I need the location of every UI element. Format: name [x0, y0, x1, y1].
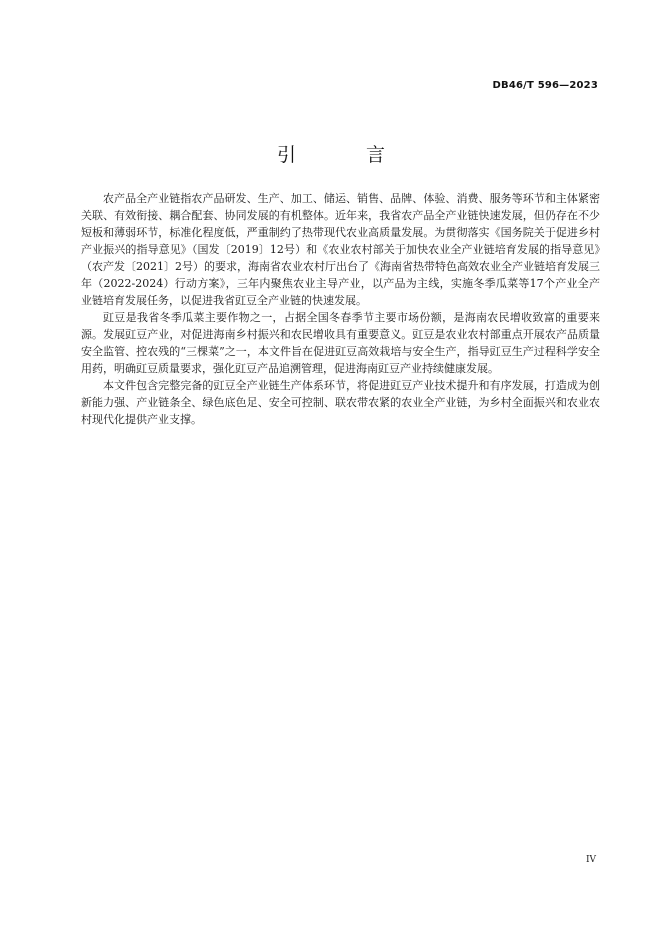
document-code: DB46/T 596—2023 [492, 80, 598, 91]
paragraph-1: 农产品全产业链指农产品研发、生产、加工、储运、销售、品牌、体验、消费、服务等环节和主体紧密关联、有效衔接、耦合配套、协同发展的有机整体。近年来，我省农产品全产业链快速发展，但仍存在不少短板和薄弱环节，标准化程度低，严重制约了热带现代农业高质量发展。为贯彻落实《国务院关于促进乡村产业振兴的指导意见》（国发〔2019〕12号）和《农业农村部关于加快农业全产业链培育发展的指导意见》（农产发〔2021〕2号）的要求，海南省农业农村厅出台了《海南省热带特色高效农业全产业链培育发展三年（2022-2024）行动方案》，三年内聚焦农业主导产业，以产品为主线，实施冬季瓜菜等17个产业全产业链培育发展任务，以促进我省豇豆全产业链的快速发展。 [81, 192, 600, 307]
page-number: IV [585, 855, 596, 865]
page-title: 引 言 [276, 144, 418, 166]
paragraph-2: 豇豆是我省冬季瓜菜主要作物之一，占据全国冬春季节主要市场份额，是海南农民增收致富的重要来源。发展豇豆产业，对促进海南乡村振兴和农民增收具有重要意义。豇豆是农业农村部重点开展农产品质量安全监管、控农残的“三棵菜”之一，本文件旨在促进豇豆高效栽培与安全生产，指导豇豆生产过程科学安全用药，明确豇豆质量要求，强化豇豆产品追溯管理，促进海南豇豆产业持续健康发展。 [81, 311, 600, 375]
paragraph-3: 本文件包含完整完备的豇豆全产业链生产体系环节，将促进豇豆产业技术提升和有序发展，打造成为创新能力强、产业链条全、绿色底色足、安全可控制、联农带农紧的农业全产业链，为乡村全面振兴和农业农村现代化提供产业支撑。 [81, 379, 600, 426]
body-text [81, 190, 600, 428]
